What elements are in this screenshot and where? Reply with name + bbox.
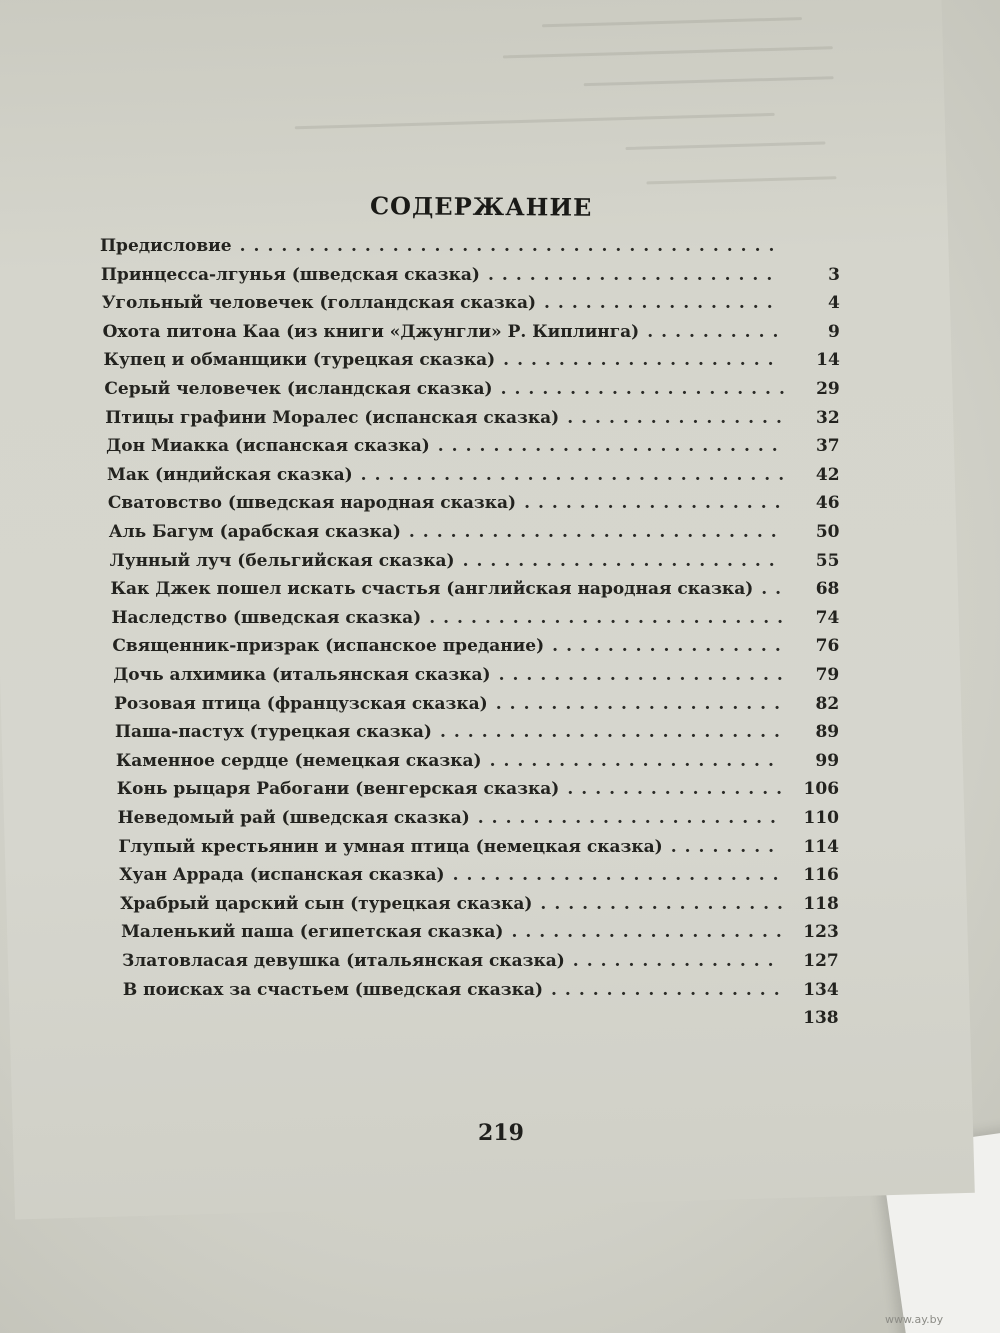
dot-leader: ..................... <box>489 750 782 771</box>
dot-leader: ........ <box>670 836 783 857</box>
dot-leader: ..................... <box>498 665 791 685</box>
toc-entry-title: В поисках за счастьем (шведская сказка) <box>122 979 543 1000</box>
toc-entry <box>0 350 1000 378</box>
dot-leader: ................... <box>524 493 789 514</box>
dot-leader: .......................... <box>429 607 792 628</box>
dot-leader: .. <box>761 579 790 600</box>
dot-leader: ....................... <box>462 550 783 571</box>
toc-entry-title: Наследство (шведская сказка) <box>111 607 422 628</box>
toc-entry <box>0 293 1000 321</box>
toc-entry-page: 3 <box>828 264 840 285</box>
toc-entry-page: 99 <box>815 750 840 771</box>
dot-leader: ..................... <box>495 693 789 714</box>
toc-entry <box>0 722 1000 750</box>
toc-entry <box>0 408 1000 436</box>
dot-leader: ........................... <box>408 522 785 542</box>
toc-entry-page: 32 <box>816 407 840 428</box>
toc-entry-page: 42 <box>815 464 840 485</box>
toc-entry-page: 127 <box>803 951 839 971</box>
toc-entry-page: 9 <box>828 321 840 342</box>
dot-leader: ................. <box>544 293 781 314</box>
toc-entry-title: Хуан Аррада (испанская сказка) <box>119 865 445 886</box>
toc-entry <box>0 951 1000 979</box>
toc-entry <box>0 694 1000 722</box>
dot-leader: ............................... <box>360 464 793 485</box>
toc-entry-page: 55 <box>815 550 840 571</box>
toc-entry <box>0 551 1000 579</box>
toc-entry <box>0 608 1000 636</box>
toc-entry-title: Храбрый царский сын (турецкая сказка) <box>120 893 533 914</box>
toc-entry <box>0 236 1000 264</box>
toc-entry-title: Маленький паша (египетская сказка) <box>121 922 504 943</box>
toc-entry <box>0 1008 1000 1036</box>
toc-entry-page: 79 <box>815 665 840 685</box>
toc-entry <box>0 980 1000 1008</box>
toc-entry-title: Дон Миакка (испанская сказка) <box>106 436 430 457</box>
dot-leader: ................ <box>567 779 791 800</box>
toc-entry-page: 123 <box>803 922 839 943</box>
dot-leader: ............... <box>572 951 782 971</box>
toc-entry <box>0 808 1000 836</box>
toc-entry <box>0 837 1000 865</box>
toc-entry-title: Принцесса-лгунья (шведская сказка) <box>100 264 480 285</box>
toc-entry-page: 106 <box>803 779 840 800</box>
toc-entry-page: 46 <box>815 493 840 514</box>
dot-leader: ....................................... <box>239 236 783 256</box>
toc-entry <box>0 751 1000 779</box>
toc-entry <box>0 636 1000 664</box>
toc-entry-title: Предисловие <box>100 236 232 256</box>
toc-entry-page: 114 <box>803 836 839 857</box>
toc-entry-title: Птицы графини Моралес (испанская сказка) <box>105 407 560 428</box>
toc-entry <box>0 493 1000 521</box>
toc-entry-page: 14 <box>816 350 840 371</box>
dot-leader: .......... <box>647 321 787 342</box>
dot-leader: .................... <box>503 350 782 371</box>
toc-entry-title: Лунный луч (бельгийская сказка) <box>109 550 455 571</box>
dot-leader: ......................... <box>437 436 786 457</box>
toc-entry-page: 134 <box>803 979 839 1000</box>
dot-leader: ...................... <box>477 808 784 828</box>
toc-entry-page: 110 <box>803 808 839 828</box>
toc-entry <box>0 465 1000 493</box>
toc-entry <box>0 779 1000 807</box>
toc-entry-title: Охота питона Каа (из книги «Джунгли» Р. Киплинга) <box>102 321 640 342</box>
toc-entry-page: 4 <box>828 293 840 314</box>
toc-entry-title: Мак (индийская сказка) <box>107 464 353 485</box>
toc-entry-page: 118 <box>803 893 839 914</box>
toc-entry <box>0 922 1000 950</box>
toc-entry <box>0 665 1000 693</box>
toc-entry <box>0 894 1000 922</box>
toc-entry-page: 37 <box>815 436 840 457</box>
toc-entry-title: Конь рыцаря Рабогани (венгерская сказка) <box>116 779 560 800</box>
toc-entry-page: 138 <box>803 1008 839 1029</box>
toc-entry-page: 50 <box>815 522 840 542</box>
toc-entry-page: 29 <box>816 379 840 399</box>
toc-entry-title: Дочь алхимика (итальянская сказка) <box>113 665 491 685</box>
toc-entry-title: Купец и обманщики (турецкая сказка) <box>103 350 496 371</box>
toc-entry-title: Серый человечек (исландская сказка) <box>104 379 493 399</box>
dot-leader: ................ <box>567 407 790 428</box>
toc-entry <box>0 436 1000 464</box>
watermark: www.ay.by <box>885 1313 944 1326</box>
toc-entry-title: Глупый крестьянин и умная птица (немецкая сказка) <box>118 836 663 857</box>
dot-leader: .................. <box>540 893 791 914</box>
dot-leader: ..................... <box>487 264 781 285</box>
dot-leader: .................... <box>511 922 790 943</box>
toc-entry <box>0 579 1000 607</box>
toc-entry <box>0 265 1000 293</box>
page-title: СОДЕРЖАНИЕ <box>369 191 593 222</box>
toc-entry <box>0 322 1000 350</box>
page-number: 219 <box>478 1120 524 1146</box>
toc-entry-page: 74 <box>815 607 840 628</box>
toc-entry-title: Угольный человечек (голландская сказка) <box>101 293 537 314</box>
toc-entry-title: Сватовство (шведская народная сказка) <box>107 493 517 514</box>
dot-leader: ................. <box>552 636 789 657</box>
toc-entry-title: Паша-пастух (турецкая сказка) <box>114 722 432 743</box>
toc-entry-title: Неведомый рай (шведская сказка) <box>117 808 470 828</box>
toc-entry-page: 68 <box>815 579 840 600</box>
toc-entry <box>0 379 1000 407</box>
toc-entry-title: Розовая птица (французская сказка) <box>114 693 488 714</box>
toc-entry-page: 116 <box>803 865 839 886</box>
toc-entry-title: Как Джек пошел искать счастья (английская народная сказка) <box>110 579 754 600</box>
toc-entry <box>0 522 1000 550</box>
toc-entry-title: Аль Багум (арабская сказка) <box>108 522 401 542</box>
dot-leader: ......................... <box>439 722 788 743</box>
toc-entry-title: Каменное сердце (немецкая сказка) <box>115 750 482 771</box>
toc-entry-page: 82 <box>815 693 840 714</box>
toc-entry-page: 89 <box>815 722 840 743</box>
dot-leader: ........................ <box>452 865 787 886</box>
toc-entry-title: Златовласая девушка (итальянская сказка) <box>122 951 565 971</box>
dot-leader: ................. <box>551 979 788 1000</box>
toc-entry <box>0 865 1000 893</box>
dot-leader: ..................... <box>500 379 793 399</box>
toc-entry-page: 76 <box>815 636 840 657</box>
toc-entry-title: Священник-призрак (испанское предание) <box>112 636 545 657</box>
